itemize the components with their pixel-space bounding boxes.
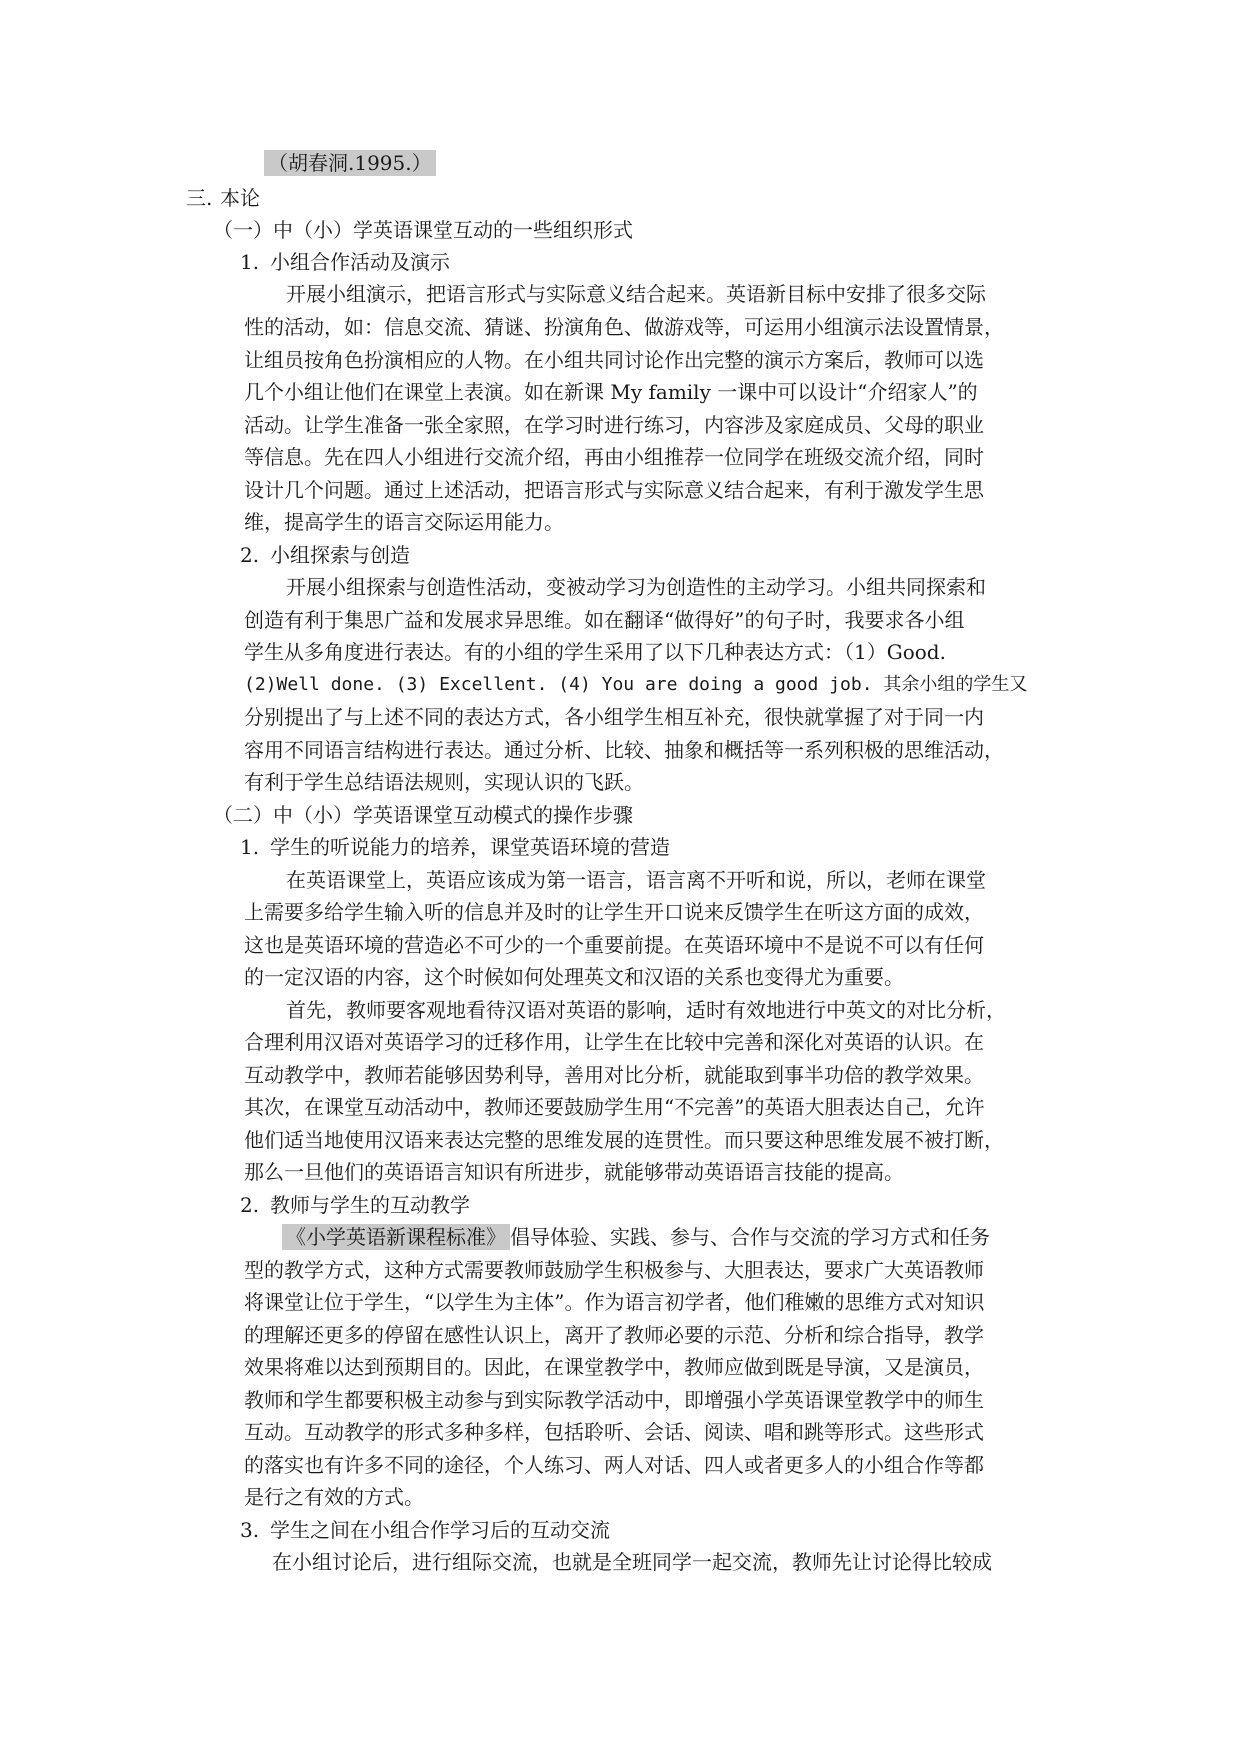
list-number: 2. (240, 1193, 260, 1217)
list-title: 学生之间在小组合作学习后的互动交流 (270, 1518, 610, 1542)
paragraph-line: 活动。让学生准备一张全家照，在学习时进行练习，内容涉及家庭成员、父母的职业 (244, 413, 984, 437)
section-title: 本论 (220, 186, 260, 210)
paragraph-line: 等信息。先在四人小组进行交流介绍，再由小组推荐一位同学在班级交流介绍，同时 (244, 445, 984, 469)
paragraph-line: 型的教学方式，这种方式需要教师鼓励学生积极参与、大胆表达，要求广大英语教师 (244, 1258, 984, 1282)
list-number: 1. (240, 835, 260, 859)
part-one-item2-heading (240, 540, 410, 570)
citation (264, 148, 436, 178)
paragraph-line: 是行之有效的方式。 (244, 1485, 424, 1509)
paragraph-line: 这也是英语环境的营造必不可少的一个重要前提。在英语环境中不是说不可以有任何 (244, 933, 984, 957)
list-title: 学生的听说能力的培养，课堂英语环境的营造 (270, 835, 670, 859)
paragraph-line: 在英语课堂上，英语应该成为第一语言，语言离不开听和说，所以，老师在课堂 (286, 868, 986, 892)
paragraph-line: 开展小组探索与创造性活动，变被动学习为创造性的主动学习。小组共同探索和 (286, 575, 986, 599)
paragraph-line: 性的活动，如：信息交流、猜谜、扮演角色、做游戏等，可运用小组演示法设置情景， (244, 315, 1004, 339)
paragraph-line: (2)Well done. (3) Excellent. (4) You are doing a good job. 其余小组的学生又 (244, 674, 1028, 695)
paragraph-line: 合理利用汉语对英语学习的迁移作用，让学生在比较中完善和深化对英语的认识。在 (244, 1030, 984, 1054)
paragraph-line: 首先，教师要客观地看待汉语对英语的影响，适时有效地进行中英文的对比分析， (286, 998, 1006, 1022)
paragraph-line: 其次，在课堂互动活动中，教师还要鼓励学生用“不完善”的英语大胆表达自己，允许 (244, 1095, 985, 1119)
section-heading (186, 183, 260, 213)
paragraph-line: 创造有利于集思广益和发展求异思维。如在翻译“做得好”的句子时，我要求各小组 (244, 608, 965, 632)
paragraph-line: 互动。互动教学的形式多种多样，包括聆听、会话、阅读、唱和跳等形式。这些形式 (244, 1420, 984, 1444)
paragraph-line: 设计几个问题。通过上述活动，把语言形式与实际意义结合起来，有利于激发学生思 (244, 478, 984, 502)
part-two-heading: （二）中（小）学英语课堂互动模式的操作步骤 (213, 803, 633, 827)
paragraph-line: 的理解还更多的停留在感性认识上，离开了教师必要的示范、分析和综合指导，教学 (244, 1323, 984, 1347)
paragraph-line: 将课堂让位于学生，“以学生为主体”。作为语言初学者，他们稚嫩的思维方式对知识 (244, 1290, 985, 1314)
paragraph-line: 效果将难以达到预期目的。因此，在课堂教学中，教师应做到既是导演，又是演员， (244, 1355, 984, 1379)
paragraph-line: 的一定汉语的内容，这个时候如何处理英文和汉语的关系也变得尤为重要。 (244, 965, 904, 989)
paragraph-line: 几个小组让他们在课堂上表演。如在新课 My family 一课中可以设计“介绍家人”的 (244, 380, 978, 404)
paragraph-line: 互动教学中，教师若能够因势利导，善用对比分析，就能取到事半功倍的教学效果。 (244, 1063, 984, 1087)
part-two-item3-heading (240, 1515, 610, 1545)
citation-text: （胡春洞.1995.） (264, 150, 436, 176)
section-number: 三. (186, 186, 213, 210)
paragraph-line: 他们适当地使用汉语来表达完整的思维发展的连贯性。而只要这种思维发展不被打断， (244, 1128, 1004, 1152)
list-number: 1. (240, 250, 260, 274)
paragraph-line: 学生从多角度进行表达。有的小组的学生采用了以下几种表达方式：（1）Good. (244, 640, 946, 664)
part-two-item1-heading (240, 832, 670, 862)
paragraph-line: 容用不同语言结构进行表达。通过分析、比较、抽象和概括等一系列积极的思维活动， (244, 738, 1004, 762)
paragraph-line: 在小组讨论后，进行组际交流，也就是全班同学一起交流，教师先让讨论得比较成 (272, 1550, 992, 1574)
list-title: 小组探索与创造 (270, 543, 410, 567)
part-one-item1-heading (240, 247, 450, 277)
first-line-rest: 倡导体验、实践、参与、合作与交流的学习方式和任务 (510, 1225, 990, 1249)
paragraph-line: 让组员按角色扮演相应的人物。在小组共同讨论作出完整的演示方案后，教师可以选 (244, 348, 984, 372)
paragraph-line: 分别提出了与上述不同的表达方式，各小组学生相互补充，很快就掌握了对于同一内 (244, 705, 984, 729)
part-one-heading: （一）中（小）学英语课堂互动的一些组织形式 (213, 218, 633, 242)
paragraph-line: 开展小组演示，把语言形式与实际意义结合起来。英语新目标中安排了很多交际 (286, 282, 986, 306)
part-two-item2-heading (240, 1190, 470, 1220)
list-number: 2. (240, 543, 260, 567)
paragraph-line: 那么一旦他们的英语语言知识有所进步，就能够带动英语语言技能的提高。 (244, 1160, 904, 1184)
standard-title-highlight: 《小学英语新课程标准》 (282, 1224, 510, 1250)
paragraph-line: 教师和学生都要积极主动参与到实际教学活动中，即增强小学英语课堂教学中的师生 (244, 1388, 984, 1412)
list-number: 3. (240, 1518, 260, 1542)
list-title: 教师与学生的互动教学 (270, 1193, 470, 1217)
paragraph-line: 有利于学生总结语法规则，实现认识的飞跃。 (244, 770, 644, 794)
list-title: 小组合作活动及演示 (270, 250, 450, 274)
paragraph-line: 上需要多给学生输入听的信息并及时的让学生开口说来反馈学生在听这方面的成效， (244, 900, 984, 924)
paragraph-line: 维，提高学生的语言交际运用能力。 (244, 510, 564, 534)
paragraph-line (282, 1222, 990, 1252)
paragraph-line: 的落实也有许多不同的途径，个人练习、两人对话、四人或者更多人的小组合作等都 (244, 1453, 984, 1477)
